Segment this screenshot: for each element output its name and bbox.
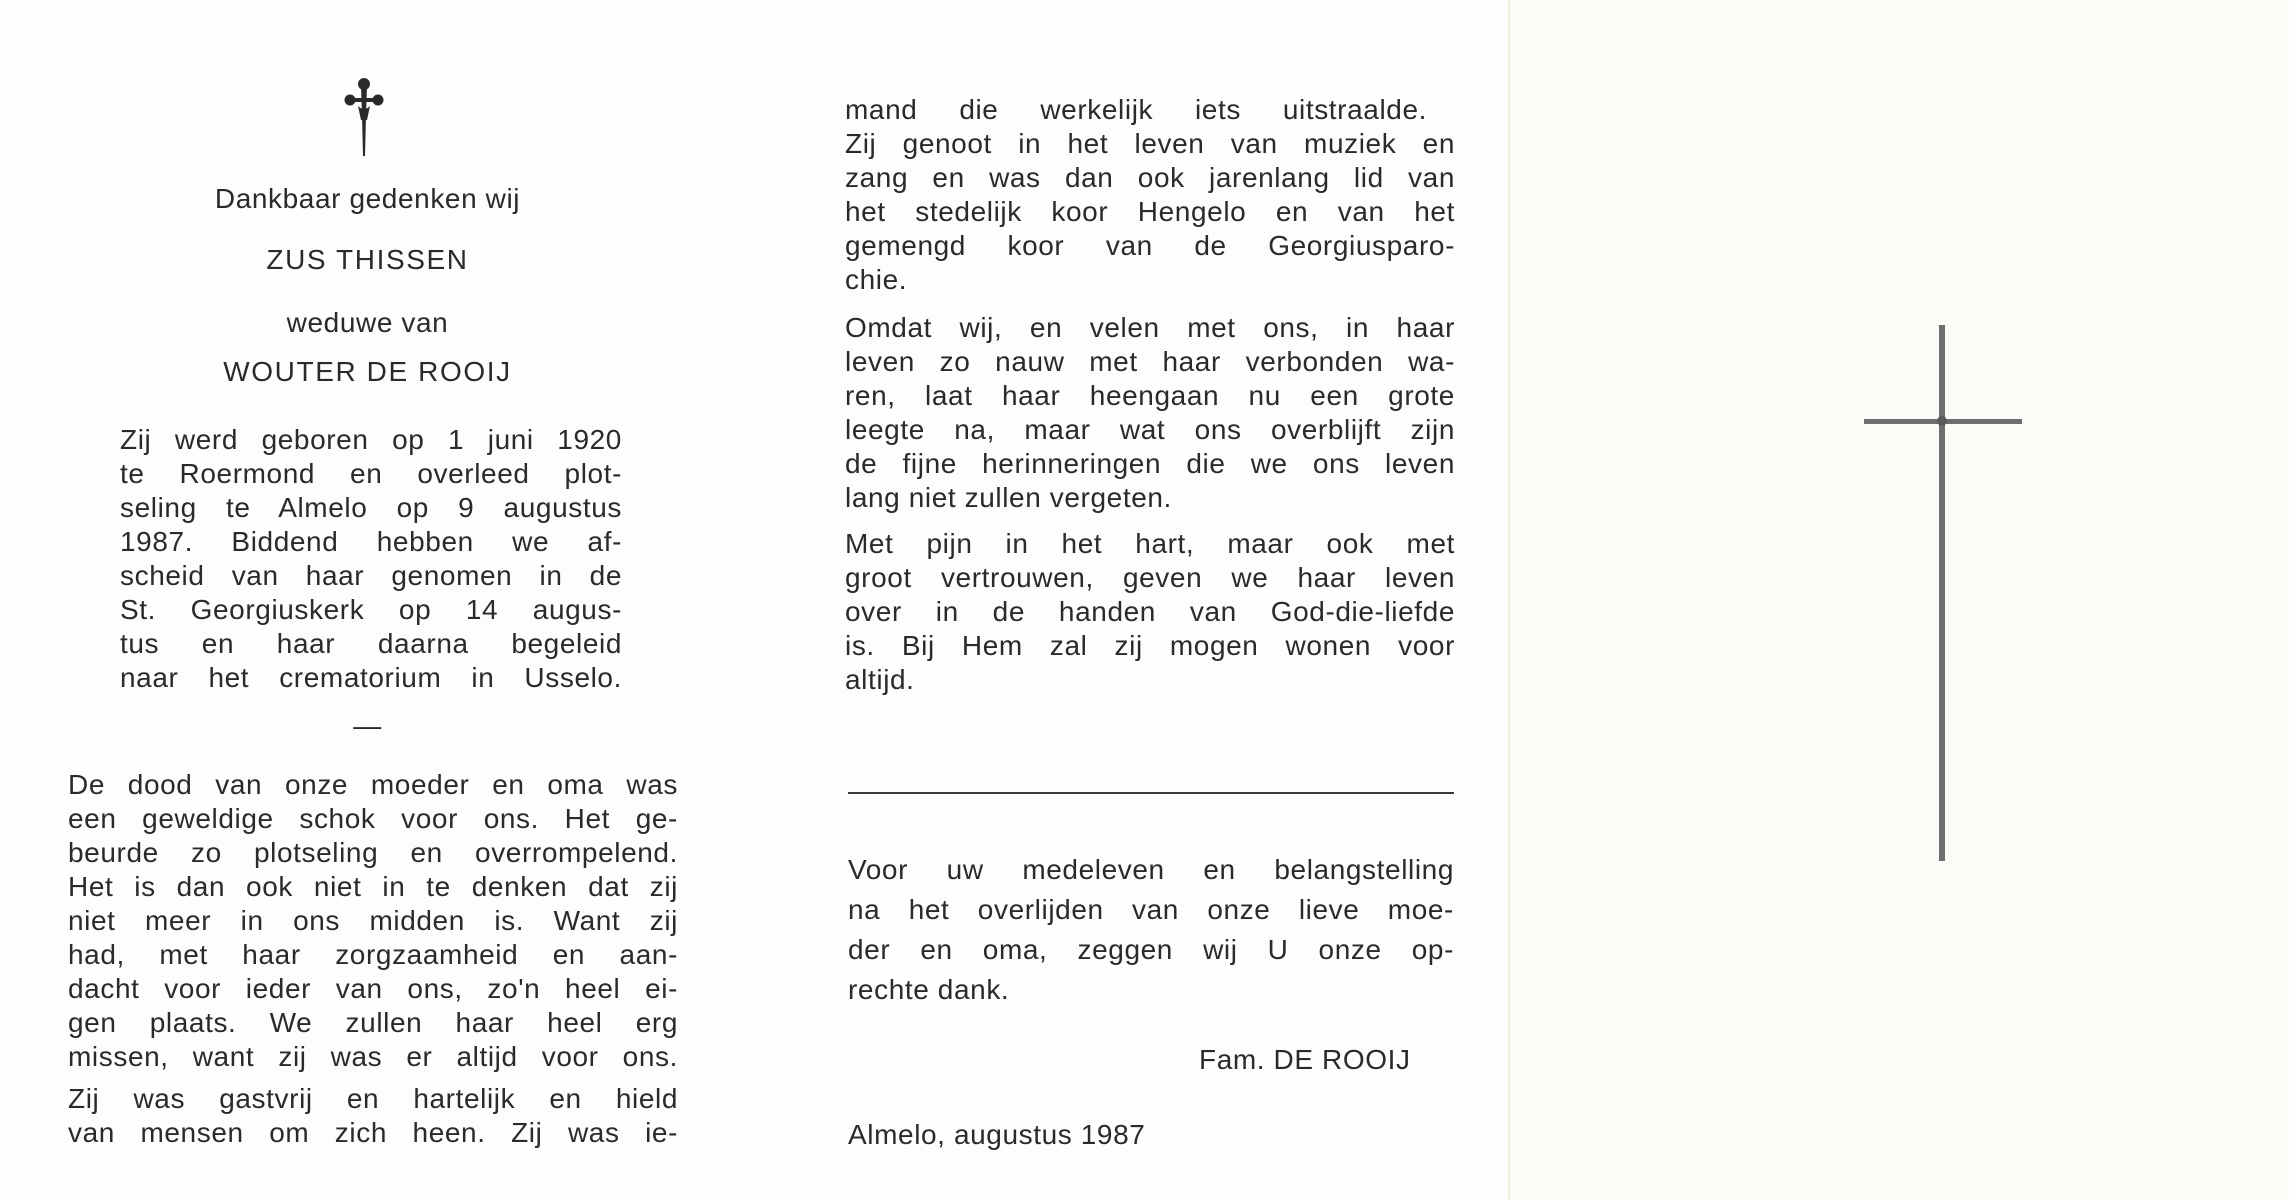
text-line: zang en was dan ook jarenlang lid van bbox=[845, 162, 1455, 193]
text-line: is. Bij Hem zal zij mogen wonen voor bbox=[845, 630, 1455, 661]
text-line: de fijne herinneringen die we ons leven bbox=[845, 448, 1455, 479]
deceased-name: ZUS THISSEN bbox=[266, 244, 469, 275]
text-line: had, met haar zorgzaamheid en aan- bbox=[68, 939, 678, 970]
text-line: 1987. Biddend hebben we af- bbox=[120, 526, 622, 557]
separator-dash: — bbox=[353, 710, 382, 741]
text-line: Omdat wij, en velen met ons, in haar bbox=[845, 312, 1455, 343]
text-line: missen, want zij was er altijd voor ons. bbox=[68, 1041, 678, 1072]
text-line: De dood van onze moeder en oma was bbox=[68, 769, 678, 800]
place-and-date: Almelo, augustus 1987 bbox=[848, 1119, 1146, 1150]
text-line: het stedelijk koor Hengelo en van het bbox=[845, 196, 1455, 227]
text-line: Zij werd geboren op 1 juni 1920 bbox=[120, 424, 622, 455]
text-line: St. Georgiuskerk op 14 augus- bbox=[120, 594, 622, 625]
text-line: seling te Almelo op 9 augustus bbox=[120, 492, 622, 523]
ornamental-cross-icon bbox=[343, 76, 385, 160]
text-line: over in de handen van God-die-liefde bbox=[845, 596, 1455, 627]
text-line: beurde zo plotseling en overrompelend. bbox=[68, 837, 678, 868]
cover-page bbox=[1508, 0, 2289, 1200]
latin-cross-icon bbox=[1860, 325, 2025, 865]
text-line: rechte dank. bbox=[848, 974, 1010, 1005]
text-line: Zij genoot in het leven van muziek en bbox=[845, 128, 1455, 159]
text-line: scheid van haar genomen in de bbox=[120, 560, 622, 591]
left-page bbox=[0, 0, 780, 1200]
text-line: na het overlijden van onze lieve moe- bbox=[848, 894, 1454, 925]
text-line: Met pijn in het hart, maar ook met bbox=[845, 528, 1455, 559]
text-line: Het is dan ook niet in te denken dat zij bbox=[68, 871, 678, 902]
text-line: groot vertrouwen, geven we haar leven bbox=[845, 562, 1455, 593]
text-line: lang niet zullen vergeten. bbox=[845, 482, 1172, 513]
text-line: te Roermond en overleed plot- bbox=[120, 458, 622, 489]
widow-of-text: weduwe van bbox=[286, 307, 449, 338]
text-line: leegte na, maar wat ons overblijft zijn bbox=[845, 414, 1455, 445]
intro-text: Dankbaar gedenken wij bbox=[214, 183, 521, 214]
middle-page bbox=[780, 0, 1508, 1200]
text-line: der en oma, zeggen wij U onze op- bbox=[848, 934, 1454, 965]
text-line: Zij was gastvrij en hartelijk en hield bbox=[68, 1083, 678, 1114]
text-line: mand die werkelijk iets uitstraalde. bbox=[845, 94, 1427, 125]
text-line: gemengd koor van de Georgiusparo- bbox=[845, 230, 1455, 261]
text-line: altijd. bbox=[845, 664, 915, 695]
text-line: van mensen om zich heen. Zij was ie- bbox=[68, 1117, 678, 1148]
text-line: tus en haar daarna begeleid bbox=[120, 628, 622, 659]
text-line: leven zo nauw met haar verbonden wa- bbox=[845, 346, 1455, 377]
husband-name: WOUTER DE ROOIJ bbox=[223, 356, 512, 387]
family-signature: Fam. DE ROOIJ bbox=[1199, 1044, 1411, 1075]
text-line: een geweldige schok voor ons. Het ge- bbox=[68, 803, 678, 834]
text-line: chie. bbox=[845, 264, 908, 295]
horizontal-rule bbox=[848, 792, 1454, 794]
text-line: ren, laat haar heengaan nu een grote bbox=[845, 380, 1455, 411]
text-line: niet meer in ons midden is. Want zij bbox=[68, 905, 678, 936]
text-line: naar het crematorium in Usselo. bbox=[120, 662, 622, 693]
text-line: gen plaats. We zullen haar heel erg bbox=[68, 1007, 678, 1038]
text-line: dacht voor ieder van ons, zo'n heel ei- bbox=[68, 973, 678, 1004]
text-line: Voor uw medeleven en belangstelling bbox=[848, 854, 1454, 885]
